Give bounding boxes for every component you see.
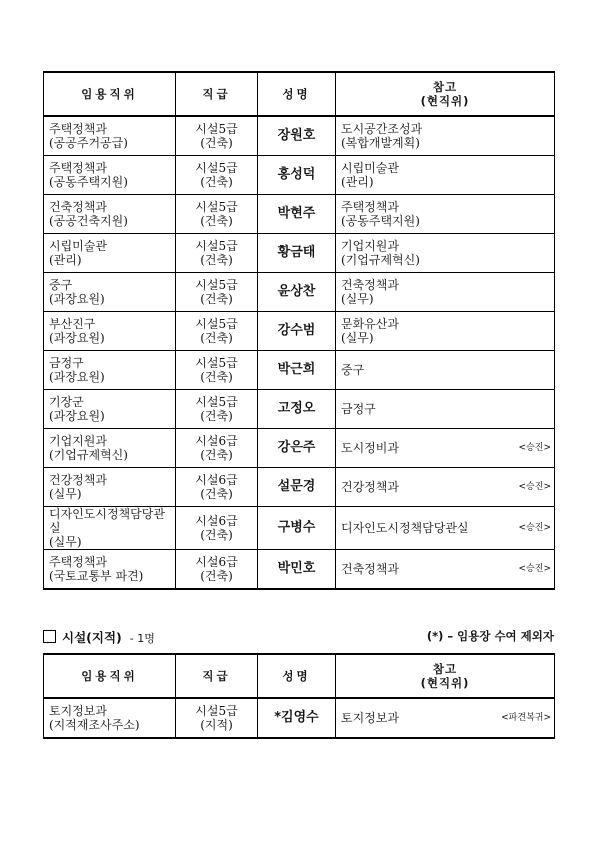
position-detail: (지적재조사주소) [49, 718, 140, 732]
position-detail: (실무) [49, 487, 82, 501]
current-detail: (실무) [341, 292, 374, 306]
current-unit: 디자인도시정책담당관실 [341, 521, 469, 535]
position-cell [44, 507, 176, 550]
status-note: <승진> [518, 443, 551, 453]
person-name: 박근희 [258, 351, 336, 390]
position-detail: (실무) [49, 535, 82, 549]
current-unit: 건축정책과 [341, 278, 399, 292]
reference-cell [336, 468, 555, 507]
current-unit: 문화유산과 [341, 317, 399, 331]
grade-series: (건축) [200, 253, 233, 267]
position-unit: 건강정책과 [49, 473, 107, 487]
header-position: 임용직위 [44, 72, 176, 116]
position-cell [44, 468, 176, 507]
grade-cell [176, 156, 258, 195]
grade-cell [176, 698, 258, 738]
position-unit: 주택정책과 [49, 555, 107, 569]
current-unit: 금정구 [341, 402, 376, 416]
table-row [44, 429, 555, 468]
header-reference [336, 72, 555, 116]
status-note: <승진> [518, 564, 551, 574]
grade-level: 시설5급 [195, 122, 238, 136]
position-detail: (과장요원) [49, 409, 105, 423]
reference-cell [336, 156, 555, 195]
table-header [44, 72, 555, 116]
section-cadastral-heading [43, 628, 554, 646]
position-unit: 주택정책과 [49, 161, 107, 175]
position-cell [44, 698, 176, 738]
person-name: *김영수 [258, 698, 336, 738]
position-cell [44, 156, 176, 195]
grade-level: 시설6급 [195, 555, 238, 569]
grade-cell [176, 234, 258, 273]
grade-level: 시설5급 [195, 395, 238, 409]
position-cell [44, 273, 176, 312]
position-unit: 건축정책과 [49, 200, 107, 214]
header-grade: 직급 [176, 72, 258, 116]
header-reference [336, 654, 555, 698]
position-detail: (과장요원) [49, 331, 105, 345]
reference-cell [336, 550, 555, 590]
position-cell [44, 312, 176, 351]
current-unit: 시립미술관 [341, 161, 399, 175]
person-name: 고정오 [258, 390, 336, 429]
position-unit: 시립미술관 [49, 239, 107, 253]
current-unit: 건축정책과 [341, 562, 399, 576]
exclusion-legend: (*) – 임용장 수여 제외자 [426, 629, 554, 643]
header-reference-line1: 참고 [432, 80, 458, 94]
current-detail: (복합개발계획) [341, 136, 420, 150]
table-row [44, 698, 555, 738]
position-detail: (관리) [49, 253, 82, 267]
current-unit: 기업지원과 [341, 239, 399, 253]
reference-cell [336, 234, 555, 273]
status-note: <승진> [518, 523, 551, 533]
person-name: 강수범 [258, 312, 336, 351]
position-unit: 디자인도시정책담당관실 [49, 507, 165, 535]
position-unit: 기업지원과 [49, 434, 107, 448]
position-cell [44, 429, 176, 468]
status-note: <승진> [518, 482, 551, 492]
reference-cell [336, 195, 555, 234]
header-reference-line2: (현직위) [420, 94, 470, 108]
grade-level: 시설5급 [195, 704, 238, 718]
grade-level: 시설5급 [195, 317, 238, 331]
grade-cell [176, 116, 258, 156]
position-cell [44, 116, 176, 156]
grade-level: 시설5급 [195, 200, 238, 214]
header-position: 임용직위 [44, 654, 176, 698]
table-row [44, 507, 555, 550]
grade-series: (건축) [200, 331, 233, 345]
grade-series: (건축) [200, 136, 233, 150]
position-cell [44, 550, 176, 590]
position-detail: (기업규제혁신) [49, 448, 128, 462]
header-grade: 직급 [176, 654, 258, 698]
person-name: 장원호 [258, 116, 336, 156]
table-row [44, 234, 555, 273]
person-name: 강은주 [258, 429, 336, 468]
grade-series: (건축) [200, 487, 233, 501]
grade-cell [176, 312, 258, 351]
grade-cell [176, 390, 258, 429]
position-cell [44, 351, 176, 390]
grade-level: 시설5급 [195, 161, 238, 175]
reference-cell [336, 312, 555, 351]
grade-cell [176, 429, 258, 468]
grade-series: (건축) [200, 370, 233, 384]
table-row [44, 390, 555, 429]
person-name: 박민호 [258, 550, 336, 590]
position-unit: 중구 [49, 278, 73, 292]
position-detail: (공공주거공급) [49, 136, 128, 150]
position-cell [44, 390, 176, 429]
grade-series: (건축) [200, 448, 233, 462]
current-unit: 토지정보과 [341, 711, 399, 725]
grade-series: (지적) [200, 718, 233, 732]
table-row [44, 116, 555, 156]
table-row [44, 156, 555, 195]
section-count: - 1명 [129, 632, 155, 645]
appointment-table-architecture [43, 71, 555, 590]
table-row [44, 195, 555, 234]
appointment-table-cadastral [43, 653, 555, 739]
header-reference-line2: (현직위) [420, 676, 470, 690]
position-detail: (공공건축지원) [49, 214, 128, 228]
grade-cell [176, 195, 258, 234]
reference-cell [336, 698, 555, 738]
reference-cell [336, 351, 555, 390]
current-detail: (실무) [341, 331, 374, 345]
grade-cell [176, 507, 258, 550]
position-unit: 토지정보과 [49, 704, 107, 718]
grade-series: (건축) [200, 409, 233, 423]
section-title: 시설(지적) [62, 630, 122, 645]
table-row [44, 312, 555, 351]
current-detail: (관리) [341, 175, 374, 189]
grade-level: 시설5급 [195, 356, 238, 370]
person-name: 윤상찬 [258, 273, 336, 312]
grade-series: (건축) [200, 175, 233, 189]
table-header [44, 654, 555, 698]
person-name: 구병수 [258, 507, 336, 550]
table-row [44, 351, 555, 390]
grade-cell [176, 550, 258, 590]
grade-level: 시설6급 [195, 473, 238, 487]
header-name: 성명 [258, 654, 336, 698]
position-detail: (공동주택지원) [49, 175, 128, 189]
position-detail: (국토교통부 파견) [49, 569, 144, 583]
current-unit: 건강정책과 [341, 480, 399, 494]
person-name: 홍성덕 [258, 156, 336, 195]
grade-cell [176, 273, 258, 312]
person-name: 박현주 [258, 195, 336, 234]
position-unit: 금정구 [49, 356, 84, 370]
table-row [44, 468, 555, 507]
current-unit: 주택정책과 [341, 200, 399, 214]
table-row [44, 273, 555, 312]
position-detail: (과장요원) [49, 370, 105, 384]
grade-level: 시설6급 [195, 514, 238, 528]
current-detail: (공동주택지원) [341, 214, 420, 228]
reference-cell [336, 429, 555, 468]
grade-series: (건축) [200, 569, 233, 583]
person-name: 설문경 [258, 468, 336, 507]
position-detail: (과장요원) [49, 292, 105, 306]
position-cell [44, 195, 176, 234]
reference-cell [336, 390, 555, 429]
current-unit: 중구 [341, 363, 365, 377]
current-unit: 도시공간조성과 [341, 122, 423, 136]
header-reference-line1: 참고 [432, 662, 458, 676]
person-name: 황금태 [258, 234, 336, 273]
checkbox-square-icon [43, 630, 56, 643]
table-row [44, 550, 555, 590]
header-name: 성명 [258, 72, 336, 116]
position-unit: 부산진구 [49, 317, 96, 331]
status-note: <파견복귀> [501, 713, 551, 723]
grade-series: (건축) [200, 214, 233, 228]
reference-cell [336, 273, 555, 312]
position-cell [44, 234, 176, 273]
grade-cell [176, 351, 258, 390]
grade-series: (건축) [200, 528, 233, 542]
position-unit: 기장군 [49, 395, 84, 409]
reference-cell [336, 116, 555, 156]
reference-cell [336, 507, 555, 550]
grade-level: 시설5급 [195, 278, 238, 292]
position-unit: 주택정책과 [49, 122, 107, 136]
current-unit: 도시정비과 [341, 441, 399, 455]
current-detail: (기업규제혁신) [341, 253, 420, 267]
grade-level: 시설6급 [195, 434, 238, 448]
grade-series: (건축) [200, 292, 233, 306]
grade-cell [176, 468, 258, 507]
grade-level: 시설5급 [195, 239, 238, 253]
